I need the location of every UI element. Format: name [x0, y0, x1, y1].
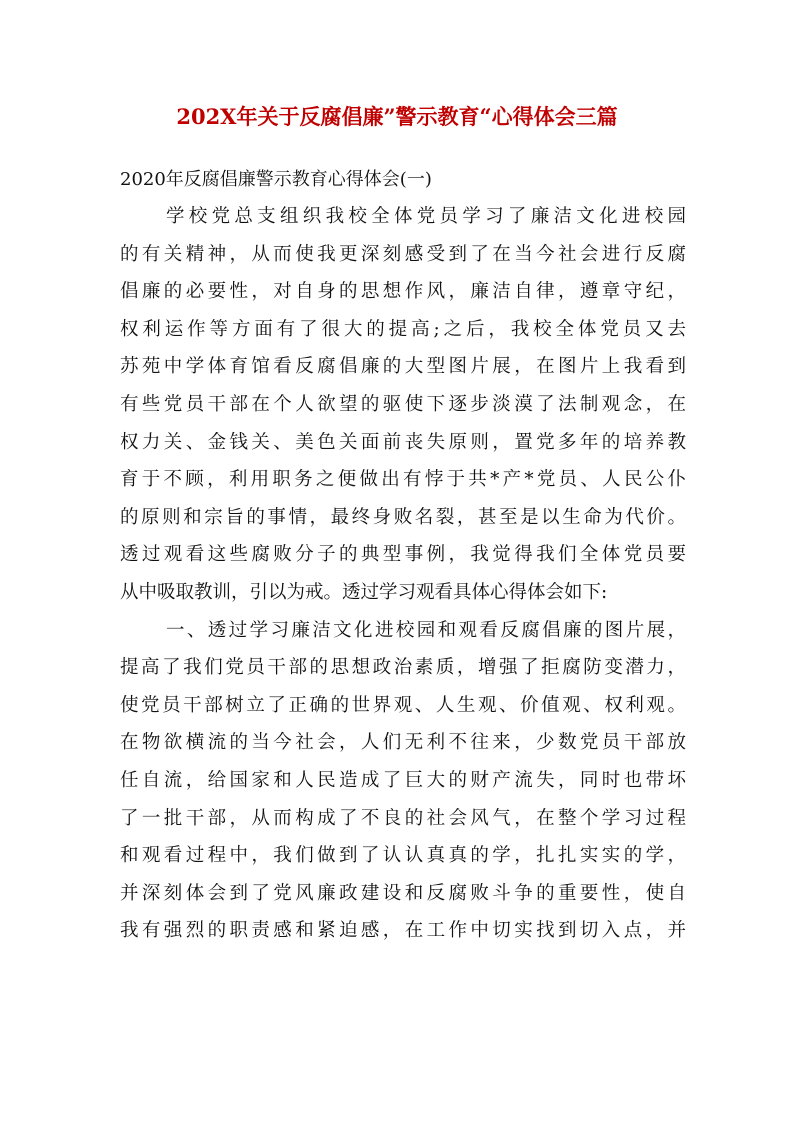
text-line: 的原则和宗旨的事情，最终身败名裂，甚至是以生命为代价。	[120, 506, 686, 528]
text-line: 苏苑中学体育馆看反腐倡廉的大型图片展，在图片上我看到	[120, 356, 686, 378]
text-line: 和观看过程中，我们做到了认认真真的学，扎扎实实的学，	[120, 845, 686, 867]
text-line: 学校党总支组织我校全体党员学习了廉洁文化进校园	[166, 206, 686, 227]
body-text	[120, 198, 686, 950]
document-title: 202X年关于反腐倡廉”警示教育“心得体会三篇	[176, 104, 618, 129]
text-line: 透过观看这些腐败分子的典型事例，我觉得我们全体党员要	[120, 544, 686, 566]
section-heading: 2020年反腐倡廉警示教育心得体会(一)	[120, 169, 432, 190]
text-line: 权力关、金钱关、美色关面前丧失原则，置党多年的培养教	[120, 431, 686, 453]
text-line: 育于不顾，利用职务之便做出有悖于共*产*党员、人民公仆	[120, 469, 686, 491]
text-line: 权利运作等方面有了很大的提高;之后，我校全体党员又去	[120, 318, 686, 340]
text-line: 使党员干部树立了正确的世界观、人生观、价值观、权利观。	[120, 694, 686, 716]
text-line: 提高了我们党员干部的思想政治素质，增强了拒腐防变潜力，	[120, 657, 686, 679]
text-line: 从中吸取教训，引以为戒。透过学习观看具体心得体会如下:	[120, 581, 608, 603]
text-line: 在物欲横流的当今社会，人们无利不往来，少数党员干部放	[120, 732, 686, 754]
text-line: 的有关精神，从而使我更深刻感受到了在当今社会进行反腐	[120, 243, 686, 265]
text-line: 任自流，给国家和人民造成了巨大的财产流失，同时也带坏	[120, 769, 686, 791]
text-line: 一、透过学习廉洁文化进校园和观看反腐倡廉的图片展，	[166, 619, 686, 641]
text-line: 并深刻体会到了党风廉政建设和反腐败斗争的重要性，使自	[120, 882, 686, 904]
text-line: 了一批干部，从而构成了不良的社会风气，在整个学习过程	[120, 807, 686, 829]
text-line: 我有强烈的职责感和紧迫感，在工作中切实找到切入点，并	[120, 920, 686, 942]
text-line: 倡廉的必要性，对自身的思想作风，廉洁自律，遵章守纪，	[120, 281, 686, 303]
text-line: 有些党员干部在个人欲望的驱使下逐步淡漠了法制观念，在	[120, 393, 686, 415]
